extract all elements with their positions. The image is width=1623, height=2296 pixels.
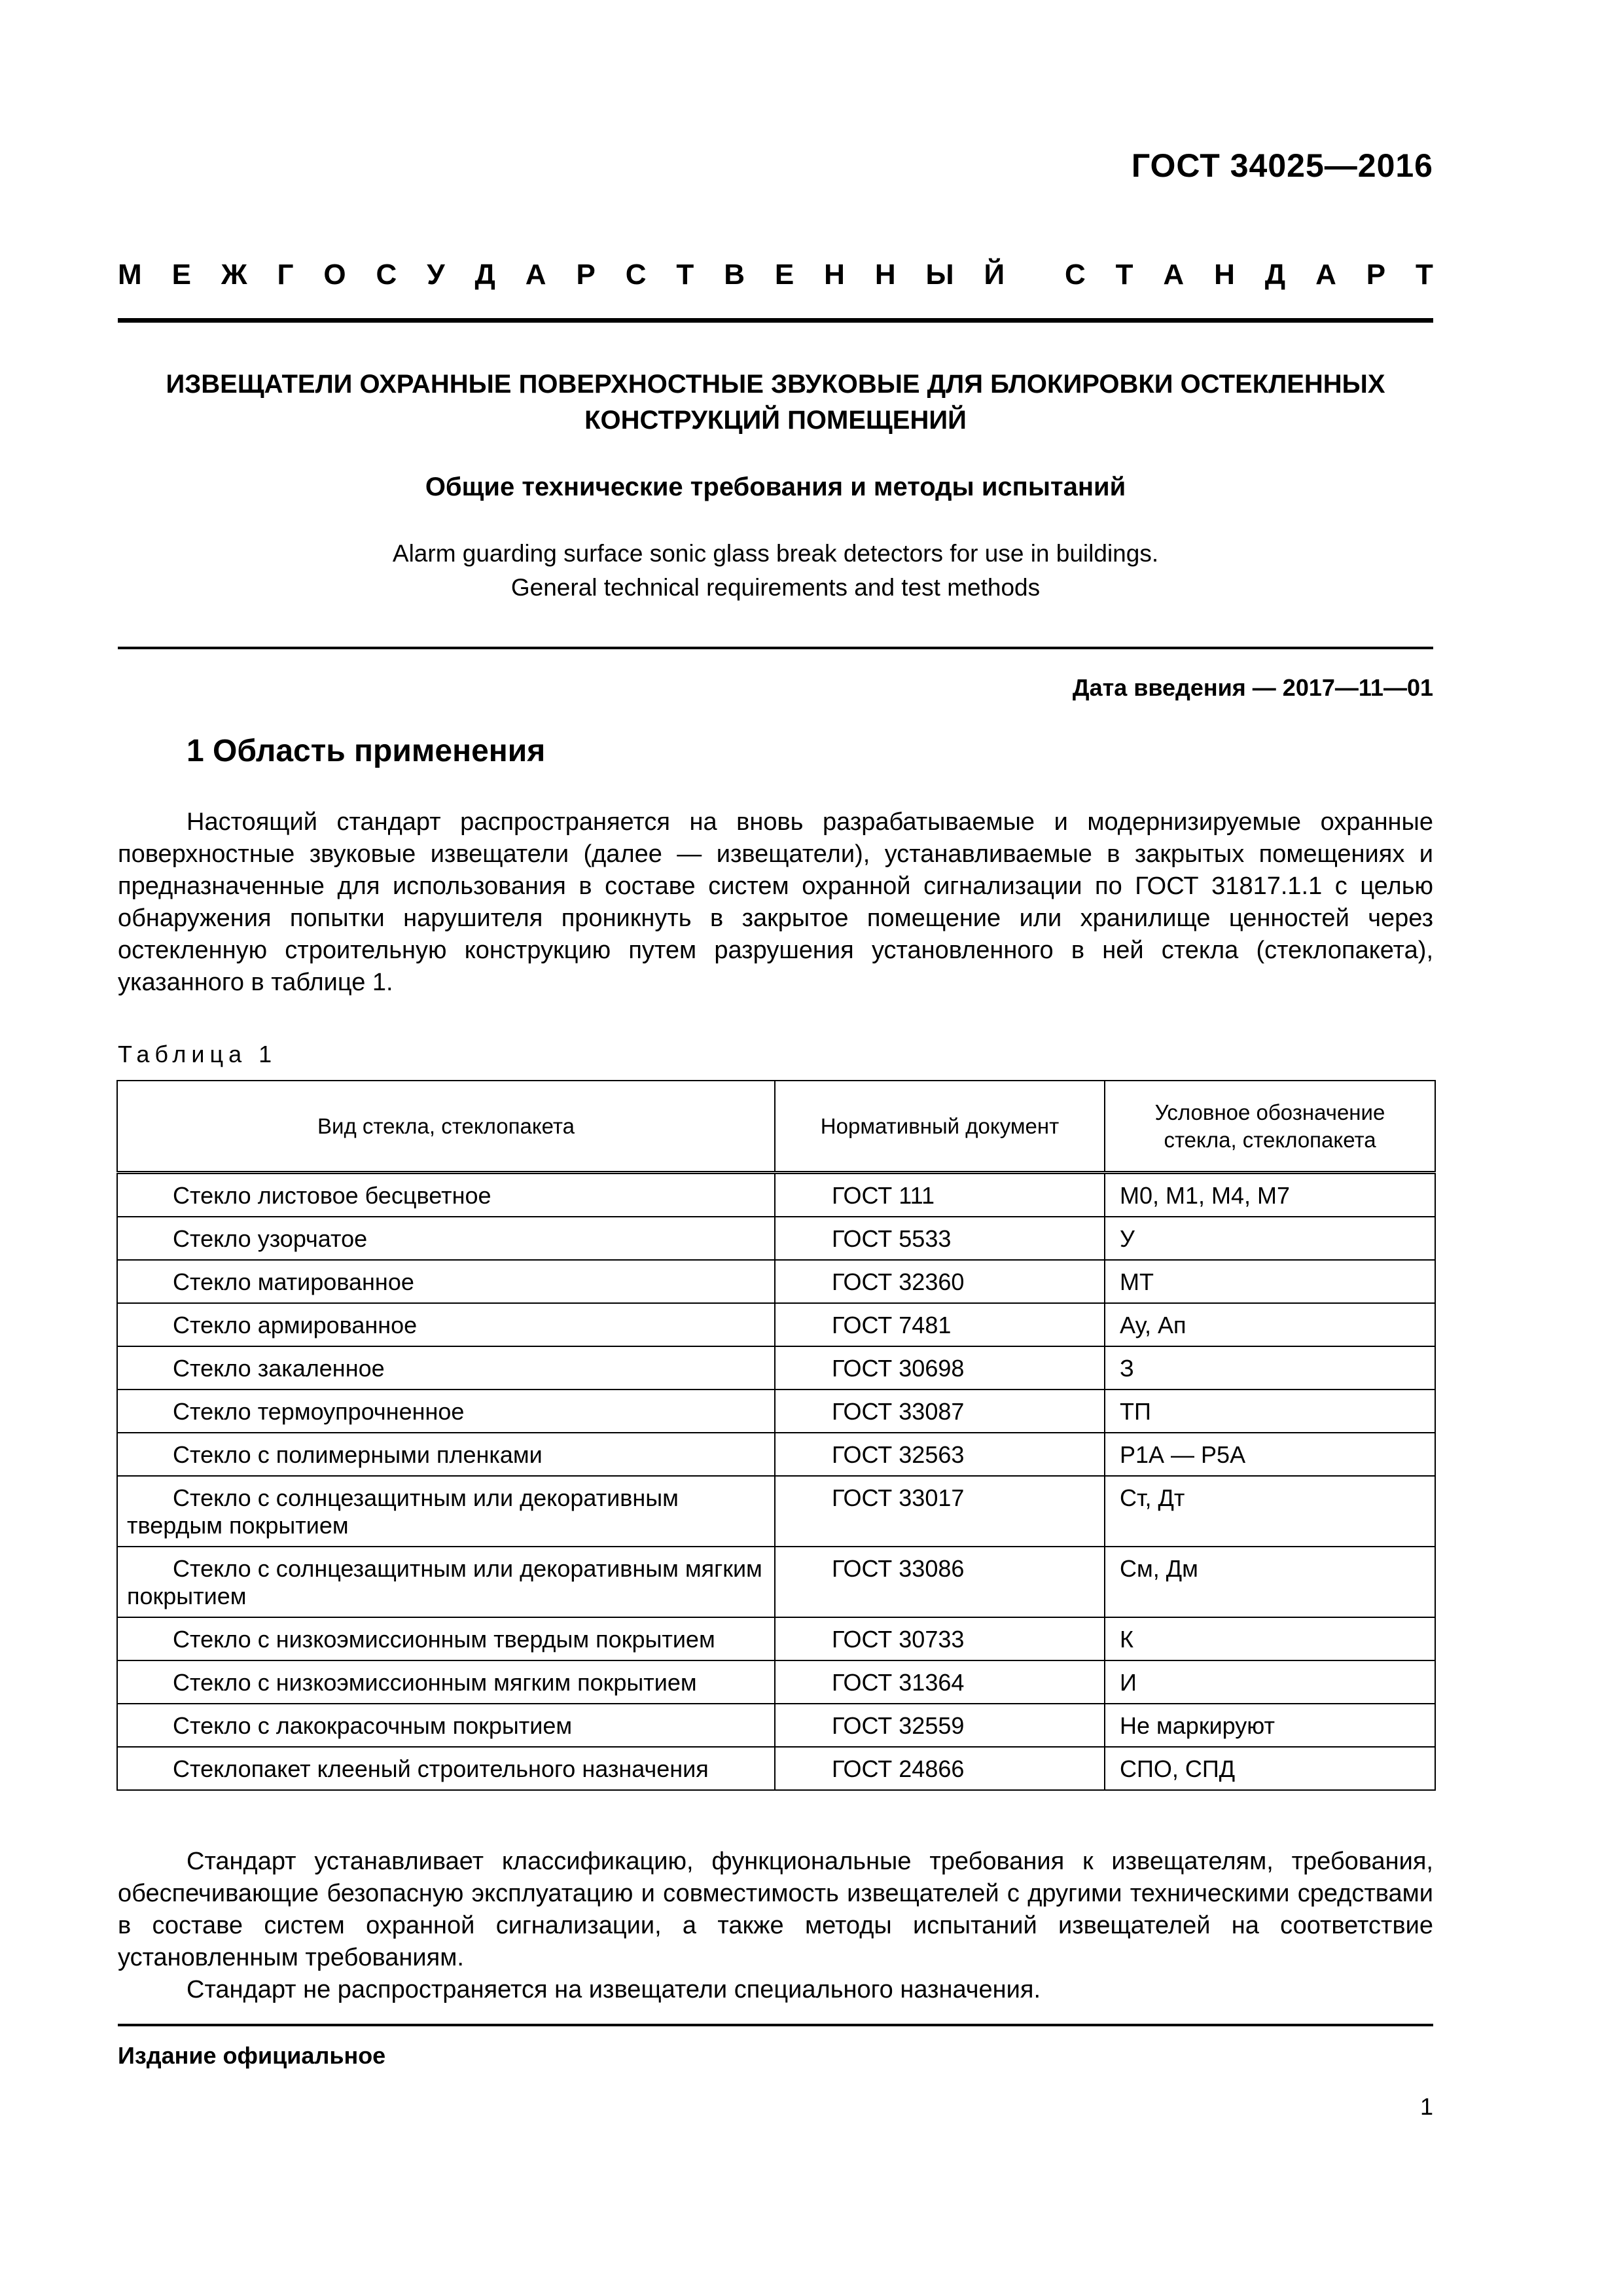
table-row [117, 1217, 1435, 1260]
glass-type-cell: Стекло матированное [117, 1260, 775, 1303]
normative-document-cell: ГОСТ 32563 [775, 1433, 1105, 1476]
designation-cell: З [1105, 1346, 1435, 1390]
normative-document-cell: ГОСТ 111 [775, 1173, 1105, 1217]
table-row [117, 1260, 1435, 1303]
banner-letter: Р [576, 259, 596, 291]
banner-letter: Ы [925, 259, 954, 291]
header-divider [118, 318, 1433, 323]
banner-letter: С [376, 259, 397, 291]
column-header-normative-document: Нормативный документ [775, 1081, 1105, 1173]
table-row [117, 1476, 1435, 1547]
banner-letter: У [427, 259, 445, 291]
designation-cell: Ст, Дт [1105, 1476, 1435, 1547]
designation-cell: У [1105, 1217, 1435, 1260]
table-row [117, 1390, 1435, 1433]
normative-document-cell: ГОСТ 7481 [775, 1303, 1105, 1346]
english-title [118, 537, 1433, 605]
banner-letter: Н [874, 259, 896, 291]
designation-cell: ТП [1105, 1390, 1435, 1433]
banner-letter: М [118, 259, 142, 291]
designation-cell: Р1А — Р5А [1105, 1433, 1435, 1476]
normative-document-cell: ГОСТ 30698 [775, 1346, 1105, 1390]
banner-letter: Й [984, 259, 1005, 291]
glass-type-cell: Стекло с низкоэмиссионным мягким покрытием [117, 1660, 775, 1704]
official-edition-label: Издание официальное [118, 2042, 386, 2069]
english-title-line-1: Alarm guarding surface sonic glass break detectors for use in buildings. [392, 540, 1159, 567]
table-caption: Таблица 1 [118, 1041, 277, 1067]
glass-type-cell: Стекло термоупрочненное [117, 1390, 775, 1433]
table-row [117, 1433, 1435, 1476]
table-row [117, 1747, 1435, 1790]
glass-type-cell: Стекло с полимерными пленками [117, 1433, 775, 1476]
glass-type-cell: Стекло узорчатое [117, 1217, 775, 1260]
table-header-row [117, 1081, 1435, 1173]
table-row [117, 1547, 1435, 1617]
column-header-glass-type: Вид стекла, стеклопакета [117, 1081, 775, 1173]
document-title [118, 367, 1433, 439]
banner-letter: Е [171, 259, 191, 291]
title-line-2: КОНСТРУКЦИЙ ПОМЕЩЕНИЙ [584, 406, 967, 435]
normative-document-cell: ГОСТ 30733 [775, 1617, 1105, 1660]
designation-cell: Не маркируют [1105, 1704, 1435, 1747]
banner-letter: В [724, 259, 745, 291]
banner-letter: Н [1214, 259, 1235, 291]
glass-type-cell: Стекло с солнцезащитным или декоративным твердым покрытием [117, 1476, 775, 1547]
normative-document-cell: ГОСТ 24866 [775, 1747, 1105, 1790]
banner-letter: О [323, 259, 346, 291]
document-subtitle: Общие технические требования и методы испытаний [425, 473, 1126, 501]
normative-document-cell: ГОСТ 32360 [775, 1260, 1105, 1303]
designation-cell: См, Дм [1105, 1547, 1435, 1617]
banner-letter: Т [1416, 259, 1433, 291]
banner-letter: Е [774, 259, 794, 291]
glass-type-cell: Стекло с лакокрасочным покрытием [117, 1704, 775, 1747]
glass-type-cell: Стекло армированное [117, 1303, 775, 1346]
banner-letter: Р [1366, 259, 1386, 291]
column-header-designation-text: Условное обозначение стекла, стеклопакета [1154, 1100, 1385, 1152]
normative-document-cell: ГОСТ 32559 [775, 1704, 1105, 1747]
banner-letter: А [1315, 259, 1336, 291]
title-line-1: ИЗВЕЩАТЕЛИ ОХРАННЫЕ ПОВЕРХНОСТНЫЕ ЗВУКОВЫЕ ДЛЯ БЛОКИРОВКИ ОСТЕКЛЕННЫХ [166, 370, 1385, 399]
banner-letter: Д [1264, 259, 1286, 291]
banner-letter: Т [1115, 259, 1133, 291]
banner-letter: Т [676, 259, 694, 291]
banner-letter: Г [277, 259, 294, 291]
normative-document-cell: ГОСТ 31364 [775, 1660, 1105, 1704]
table-row [117, 1173, 1435, 1217]
scope-paragraph-1: Настоящий стандарт распространяется на вновь разрабатываемые и модернизируемые охранные поверхностные звуковые извещатели (далее — извещатели), устанавливаемые в закрытых помещениях и предназначенные для использования в составе систем охранной сигнализации по ГОСТ 31817.1.1 с целью обнаружения попытки нарушителя проникнуть в закрытое помещение или хранилище ценностей через остекленную строительную конструкцию путем разрушения установленного в ней стекла (стеклопакета), указанного в таблице 1. [118, 808, 1433, 996]
banner-letter: А [525, 259, 546, 291]
banner-letter: Ж [221, 259, 247, 291]
scope-paragraph-3: Стандарт не распространяется на извещатели специального назначения. [187, 1976, 1041, 2003]
glass-type-cell: Стекло с солнцезащитным или декоративным мягким покрытием [117, 1547, 775, 1617]
banner-letter: С [1064, 259, 1086, 291]
glass-type-cell: Стекло с низкоэмиссионным твердым покрытием [117, 1617, 775, 1660]
normative-document-cell: ГОСТ 33017 [775, 1476, 1105, 1547]
glass-types-table [116, 1080, 1436, 1791]
document-number: ГОСТ 34025—2016 [1131, 147, 1433, 184]
designation-cell: К [1105, 1617, 1435, 1660]
table-row [117, 1704, 1435, 1747]
footer-divider [118, 2024, 1433, 2026]
table-row [117, 1303, 1435, 1346]
effective-date: Дата введения — 2017—11—01 [1072, 674, 1433, 701]
table-row [117, 1660, 1435, 1704]
page-number: 1 [1419, 2093, 1433, 2120]
glass-type-cell: Стеклопакет клееный строительного назначения [117, 1747, 775, 1790]
table-row [117, 1617, 1435, 1660]
normative-document-cell: ГОСТ 33087 [775, 1390, 1105, 1433]
designation-cell: И [1105, 1660, 1435, 1704]
glass-type-cell: Стекло листовое бесцветное [117, 1173, 775, 1217]
banner-letter: С [625, 259, 647, 291]
normative-document-cell: ГОСТ 33086 [775, 1547, 1105, 1617]
scope-paragraph-2: Стандарт устанавливает классификацию, функциональные требования к извещателям, требования, обеспечивающие безопасную эксплуатацию и совместимость извещателей с другими техническими средствами в составе систем охранной сигнализации, а также методы испытаний извещателей на соответствие установленным требованиям. [118, 1848, 1433, 1971]
section-heading: 1 Область применения [187, 734, 546, 768]
designation-cell: МТ [1105, 1260, 1435, 1303]
banner-letter: Н [824, 259, 845, 291]
interstate-standard-banner [118, 259, 1433, 291]
banner-letter: Д [474, 259, 495, 291]
column-header-designation [1105, 1081, 1435, 1173]
designation-cell: СПО, СПД [1105, 1747, 1435, 1790]
normative-document-cell: ГОСТ 5533 [775, 1217, 1105, 1260]
english-title-line-2: General technical requirements and test methods [510, 574, 1041, 601]
glass-type-cell: Стекло закаленное [117, 1346, 775, 1390]
designation-cell: М0, М1, М4, М7 [1105, 1173, 1435, 1217]
table-row [117, 1346, 1435, 1390]
banner-letter: А [1163, 259, 1185, 291]
title-divider [118, 647, 1433, 649]
designation-cell: Ау, Ап [1105, 1303, 1435, 1346]
